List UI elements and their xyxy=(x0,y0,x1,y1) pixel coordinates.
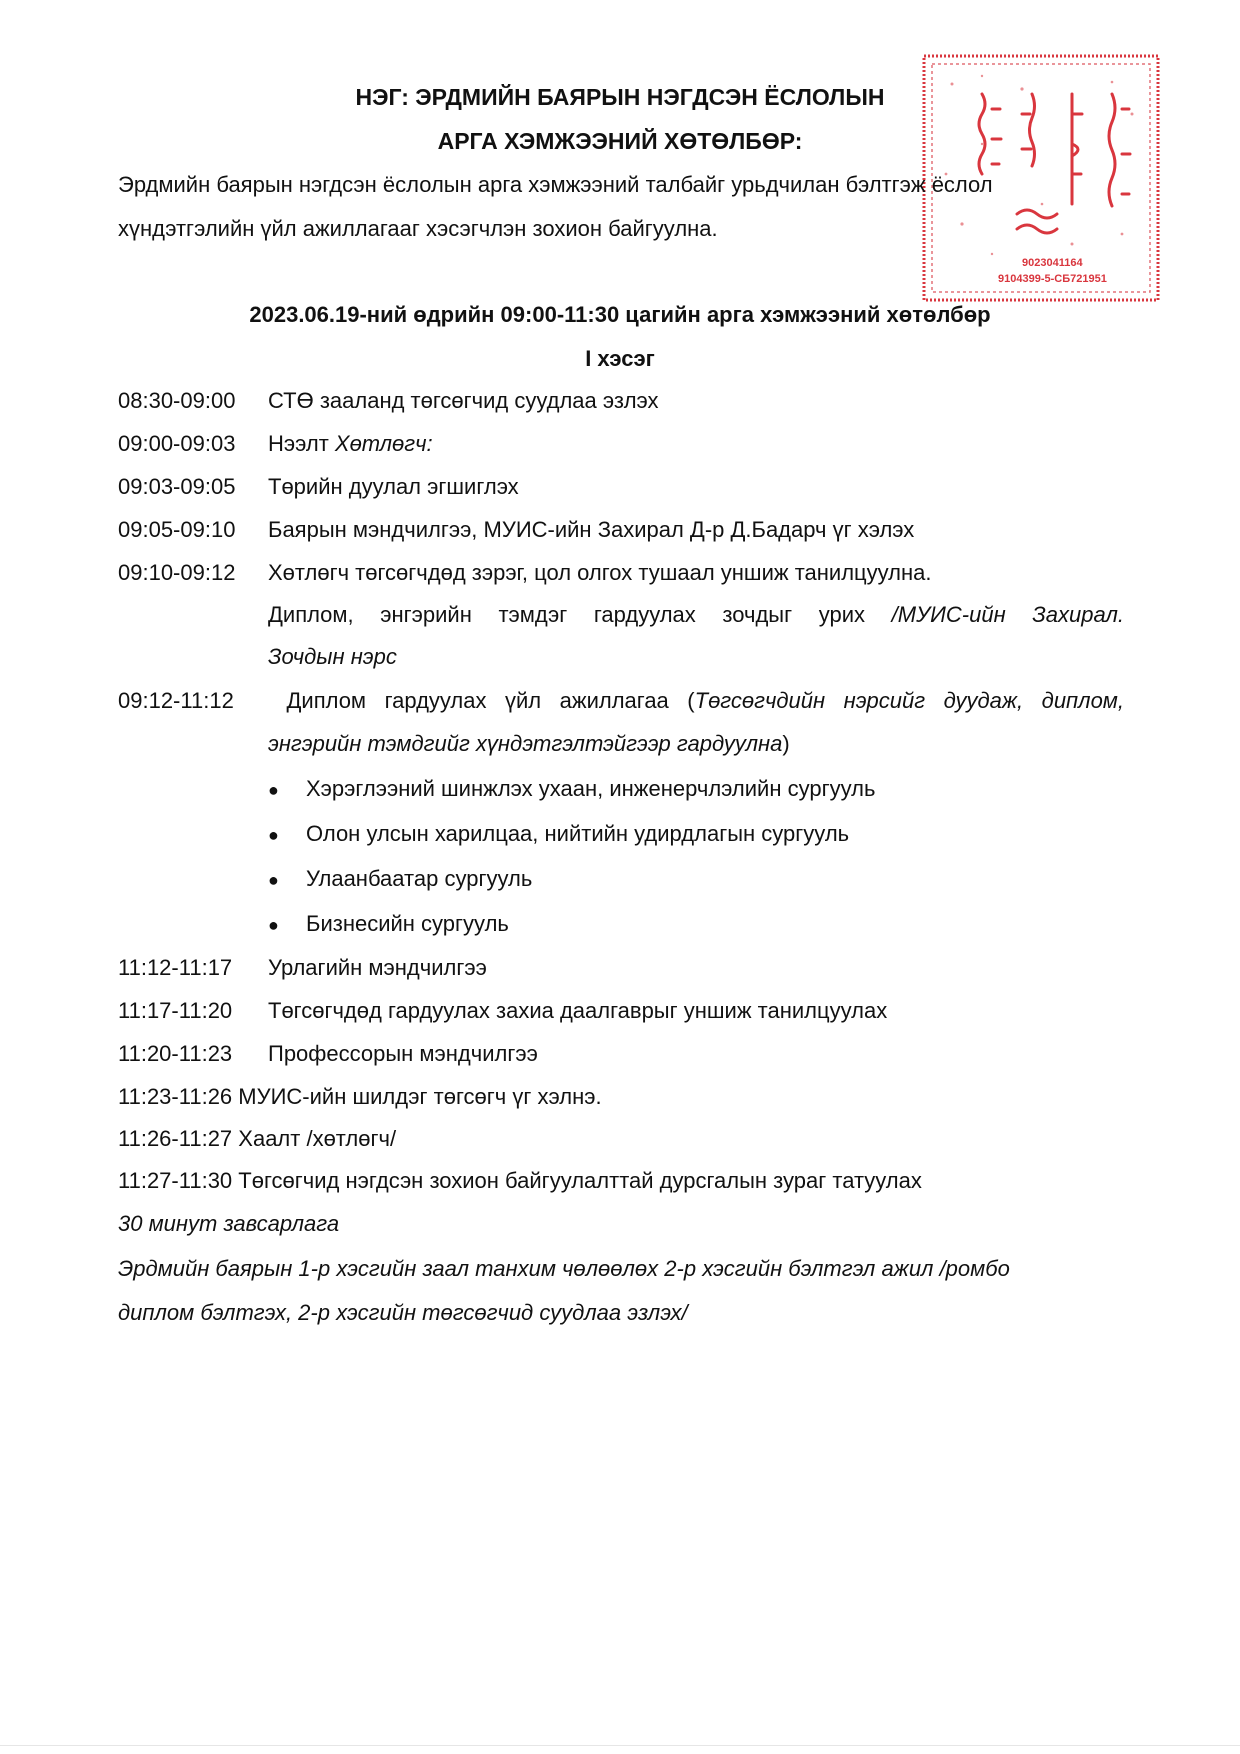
schedule-time: 11:12-11:17 xyxy=(118,955,233,980)
schedule-item xyxy=(118,1168,922,1194)
schedule-item xyxy=(118,688,1124,714)
schedule-item xyxy=(118,388,659,414)
schedule-item xyxy=(118,560,932,586)
schedule-text: Хаалт /хөтлөгч/ xyxy=(232,1126,397,1151)
intro-line-1: Эрдмийн баярын нэгдсэн ёслолын арга хэмжээний талбайг урьдчилан бэлтгэж ёслол xyxy=(118,172,993,197)
schedule-continuation xyxy=(268,731,790,757)
schedule-time: 09:00-09:03 xyxy=(118,431,236,456)
note-line-1: Эрдмийн баярын 1-р хэсгийн заал танхим чөлөөлөх 2-р хэсгийн бэлтгэл ажил /ромбо xyxy=(118,1256,1010,1281)
word: гардуулах xyxy=(593,602,696,627)
school-name: Бизнесийн сургууль xyxy=(306,911,509,936)
school-name: Улаанбаатар сургууль xyxy=(306,866,533,891)
schedule-text-main: Диплом гардуулах үйл ажиллагаа ( xyxy=(286,688,695,713)
word: Диплом, xyxy=(268,602,354,627)
word: урих xyxy=(818,602,866,627)
schedule-text-italic: Хөтлөгч: xyxy=(334,431,433,456)
schedule-item xyxy=(118,1084,602,1110)
schedule-text: Төрийн дуулал эгшиглэх xyxy=(268,474,519,499)
word-italic: /МУИС-ийн xyxy=(891,602,1006,627)
break-note: 30 минут завсарлага xyxy=(118,1211,340,1236)
schedule-text: СТӨ зааланд төгсөгчид суудлаа эзлэх xyxy=(268,388,659,413)
schedule-text-italic: Төгсөгчдийн нэрсийг дуудаж, диплом, xyxy=(694,688,1124,713)
document-title-line-2: АРГА ХЭМЖЭЭНИЙ ХӨТӨЛБӨР: xyxy=(437,128,803,154)
list-item xyxy=(268,776,875,802)
schedule-item xyxy=(118,1041,538,1067)
list-item xyxy=(268,821,849,847)
intro-line-2: хүндэтгэлийн үйл ажиллагааг хэсэгчлэн зохион байгуулна. xyxy=(118,216,718,241)
schedule-text xyxy=(287,688,1124,713)
schedule-time: 11:20-11:23 xyxy=(118,1041,233,1066)
schedule-time: 09:10-09:12 xyxy=(118,560,236,585)
schedule-time: 11:23-11:26 xyxy=(118,1084,233,1109)
schedule-time: 09:03-09:05 xyxy=(118,474,236,499)
bullet-icon: ● xyxy=(268,780,279,800)
bullet-icon: ● xyxy=(268,870,279,890)
school-name: Хэрэглээний шинжлэх ухаан, инженерчлэлийн сургууль xyxy=(306,776,876,801)
schedule-text: Профессорын мэндчилгээ xyxy=(268,1041,538,1066)
schedule-item xyxy=(118,998,887,1024)
bullet-icon: ● xyxy=(268,825,279,845)
schedule-text-italic: энгэрийн тэмдгийг хүндэтгэлтэйгээр гардуулна xyxy=(268,731,783,756)
schedule-time: 09:12-11:12 xyxy=(118,688,234,713)
word-italic: Захирал. xyxy=(1032,602,1124,627)
schedule-item xyxy=(118,431,433,457)
schedule-time: 11:26-11:27 xyxy=(118,1126,233,1151)
schedule-time: 08:30-09:00 xyxy=(118,388,236,413)
word: энгэрийн xyxy=(380,602,472,627)
schedule-text: Хөтлөгч төгсөгчдөд зэрэг, цол олгох тушаал уншиж танилцуулна. xyxy=(268,560,932,585)
schedule-item xyxy=(118,955,487,981)
bullet-icon: ● xyxy=(268,915,279,935)
schedule-time: 11:27-11:30 xyxy=(118,1168,233,1193)
schedule-item xyxy=(118,474,519,500)
schedule-item xyxy=(118,1126,396,1152)
schedule-text: Урлагийн мэндчилгээ xyxy=(268,955,487,980)
schedule-continuation xyxy=(268,602,1124,628)
section-heading: I хэсэг xyxy=(585,346,655,371)
schedule-text: Төгсөгчид нэгдсэн зохион байгуулалттай дурсгалын зураг татуулах xyxy=(232,1168,922,1193)
schedule-continuation: Зочдын нэрс xyxy=(268,644,397,669)
document-title-line-1: НЭГ: ЭРДМИЙН БАЯРЫН НЭГДСЭН ЁСЛОЛЫН xyxy=(355,84,885,110)
list-item xyxy=(268,866,532,892)
schedule-text: ) xyxy=(782,731,790,756)
schedule-time: 09:05-09:10 xyxy=(118,517,236,542)
note-line-2: диплом бэлтгэх, 2-р хэсгийн төгсөгчид суудлаа эзлэх/ xyxy=(118,1300,688,1325)
schedule-text: Нээлт xyxy=(268,431,335,456)
school-name: Олон улсын харилцаа, нийтийн удирдлагын сургууль xyxy=(306,821,850,846)
word: тэмдэг xyxy=(498,602,568,627)
schedule-text: Төгсөгчдөд гардуулах захиа даалгаврыг уншиж танилцуулах xyxy=(268,998,888,1023)
svg-text:9104399-5-СБ721951: 9104399-5-СБ721951 xyxy=(998,273,1107,285)
schedule-text: Баярын мэндчилгээ, МУИС-ийн Захирал Д-р Д.Бадарч үг хэлэх xyxy=(268,517,915,542)
schedule-time: 11:17-11:20 xyxy=(118,998,233,1023)
schedule-text: МУИС-ийн шилдэг төгсөгч үг хэлнэ. xyxy=(232,1084,602,1109)
program-heading: 2023.06.19-ний өдрийн 09:00-11:30 цагийн арга хэмжээний хөтөлбөр xyxy=(249,302,991,327)
schedule-item xyxy=(118,517,914,543)
word: зочдыг xyxy=(722,602,793,627)
list-item xyxy=(268,911,509,937)
page-bottom-divider xyxy=(0,1745,1240,1746)
svg-text:9023041164: 9023041164 xyxy=(1022,257,1083,269)
